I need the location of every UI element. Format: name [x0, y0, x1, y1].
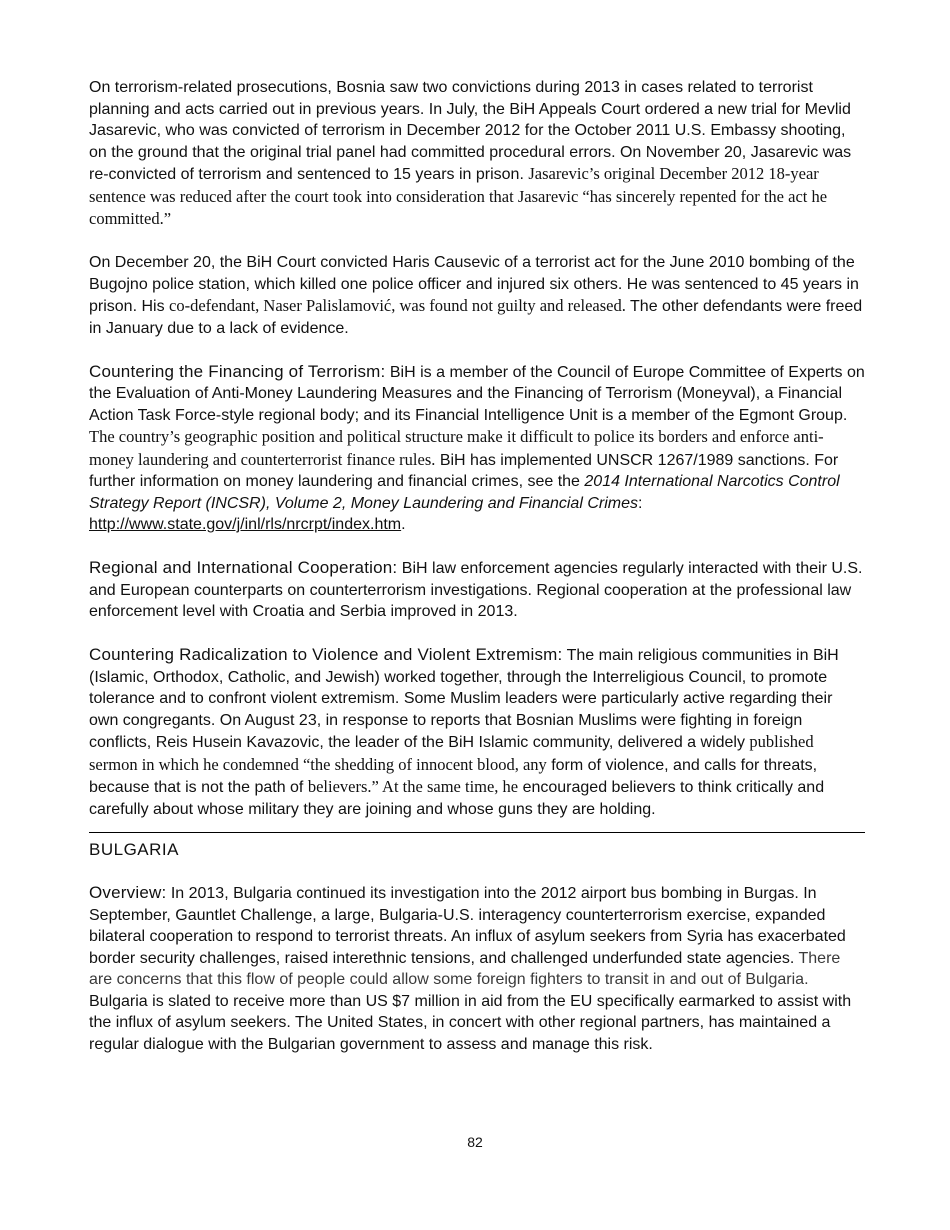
incsr-report-title: 2014 International Narcotics Control Strategy Report (INCSR), Volume 2, Money Laundering and Financial Crimes: [89, 473, 840, 512]
prosecutions-text: On terrorism-related prosecutions, Bosnia saw two convictions during 2013 in cases related to terrorist planning and acts carried out in previous years. In July, the BiH Appeals Court ordered a new trial for Mevlid Jasarevic, who was convicted of terrorism in December 2012 for the October 2011 U.S. Embassy shooting, on the ground that the original trial panel had committed procedural errors. On November 20, Jasarevic was re-convicted of terrorism and sentenced to 15 years in prison.: [89, 79, 852, 183]
radicalization-text: The main religious communities in BiH (Islamic, Orthodox, Catholic, and Jewish) worked together, through the Interreligious Council, to promote tolerance and to confront violent extremism. Some Muslim leaders were particularly active regarding their own congregants. On August 23, in response to reports that Bosnian Muslims were fighting in foreign conflicts, Reis Husein Kavazovic, the leader of the BiH Islamic community, delivered a widely: [89, 647, 839, 751]
overview-text-gray: There are concerns that this flow of people could allow some foreign fighters to transit in and out of Bulgaria.: [89, 949, 841, 988]
section-divider: [89, 832, 865, 833]
paragraph-financing: [89, 361, 865, 536]
financing-text-serif: The country’s geographic position and political structure make it difficult to police its borders and enforce anti-money laundering and counterterrorist finance rules.: [89, 427, 824, 469]
financing-period: .: [401, 516, 406, 533]
cooperation-heading: Regional and International Cooperation:: [89, 558, 398, 577]
financing-heading: Countering the Financing of Terrorism:: [89, 361, 386, 381]
overview-text-end: Bulgaria is slated to receive more than US $7 million in aid from the EU specifically earmarked to assist with the influx of asylum seekers. The United States, in concert with other regional partners, has maintained a regular dialogue with the Bulgarian government to assess and manage this risk.: [89, 992, 852, 1053]
financing-text: BiH is a member of the Council of Europe Committee of Experts on the Evaluation of Anti-Money Laundering Measures and the Financing of Terrorism (Moneyval), a Financial Action Task Force-style regional body; and its Financial Intelligence Unit is a member of the Egmont Group.: [89, 363, 865, 424]
document-page: [89, 77, 865, 1077]
paragraph-prosecutions: [89, 77, 865, 231]
paragraph-causevic: [89, 252, 865, 339]
overview-heading: Overview:: [89, 883, 167, 902]
paragraph-cooperation: [89, 557, 865, 623]
radicalization-believers-serif: believers.” At the same time, he: [307, 777, 519, 796]
financing-text-cont: BiH has implemented UNSCR 1267/1989 sanctions. For further information on money laundering and financial crimes, see the: [89, 451, 839, 490]
radicalization-heading: Countering Radicalization to Violence and Violent Extremism:: [89, 645, 563, 664]
overview-text: In 2013, Bulgaria continued its investigation into the 2012 airport bus bombing in Burgas. In September, Gauntlet Challenge, a large, Bulgaria-U.S. interagency counterterrorism exercise, expanded bilateral cooperation to respond to terrorist threats. An influx of asylum seekers from Syria has exacerbated border security challenges, raised interethnic tensions, and challenged underfunded state agencies.: [89, 885, 846, 967]
financing-colon: :: [637, 494, 643, 512]
cooperation-text: BiH law enforcement agencies regularly interacted with their U.S. and European counterparts on counterterrorism investigations. Regional cooperation at the professional law enforcement level with Croatia and Serbia improved in 2013.: [89, 560, 863, 620]
country-heading-bulgaria: BULGARIA: [89, 840, 179, 859]
radicalization-text-cont: form of violence, and calls for threats, because that is not the path of: [89, 756, 818, 796]
causevic-text-serif: co-defendant, Naser Palislamović, was found not guilty and released.: [169, 296, 626, 315]
paragraph-radicalization: [89, 644, 865, 820]
radicalization-sermon-serif: published sermon in which he condemned “the shedding of innocent blood, any: [89, 732, 814, 774]
prosecutions-text-serif: Jasarevic’s original December 2012 18-year sentence was reduced after the court took into consideration that Jasarevic “has sincerely repented for the act he committed.”: [89, 164, 828, 228]
page-number: 82: [467, 1134, 483, 1150]
causevic-text: On December 20, the BiH Court convicted Haris Causevic of a terrorist act for the June 2010 bombing of the Bugojno police station, which killed one police officer and injured six others. He was sentenced to 45 years in prison. His: [89, 254, 859, 315]
paragraph-overview: [89, 882, 865, 1055]
radicalization-text-end: encouraged believers to think critically and carefully about whose military they are joining and whose guns they are holding.: [89, 779, 825, 818]
causevic-text-end: The other defendants were freed in January due to a lack of evidence.: [89, 298, 863, 337]
state-gov-link[interactable]: http://www.state.gov/j/inl/rls/nrcrpt/index.htm: [89, 516, 402, 533]
